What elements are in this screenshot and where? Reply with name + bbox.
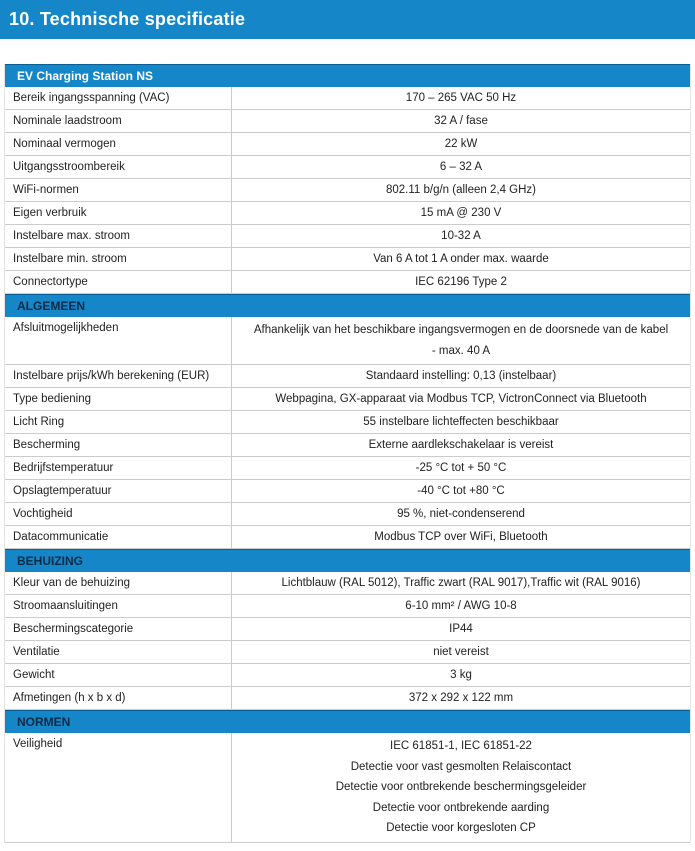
spec-value xyxy=(231,526,690,548)
spec-value-line: niet vereist xyxy=(433,646,489,658)
spec-value xyxy=(231,156,690,178)
spec-value-line: Webpagina, GX-apparaat via Modbus TCP, VictronConnect via Bluetooth xyxy=(275,393,647,405)
spec-value-line: Externe aardlekschakelaar is vereist xyxy=(368,439,554,451)
spec-label: Stroomaansluitingen xyxy=(13,600,118,612)
spec-row xyxy=(5,156,690,179)
spec-value-line: 10-32 A xyxy=(441,230,481,242)
spec-row xyxy=(5,457,690,480)
section-header-ev-charging-station-ns: EV Charging Station NS xyxy=(5,64,690,87)
spec-value xyxy=(231,664,690,686)
spec-value-line: 32 A / fase xyxy=(434,115,488,127)
spec-label: Afmetingen (h x b x d) xyxy=(13,692,126,704)
spec-value xyxy=(231,480,690,502)
spec-row xyxy=(5,388,690,411)
spec-label: Ventilatie xyxy=(13,646,60,658)
spec-value-line: Modbus TCP over WiFi, Bluetooth xyxy=(374,531,548,543)
spec-row xyxy=(5,434,690,457)
spec-value xyxy=(231,202,690,224)
spec-value-line: IEC 62196 Type 2 xyxy=(415,276,507,288)
spec-label: Type bediening xyxy=(13,393,92,405)
spec-value xyxy=(231,618,690,640)
spec-value xyxy=(231,179,690,201)
spec-row xyxy=(5,365,690,388)
spec-row xyxy=(5,248,690,271)
spec-row xyxy=(5,225,690,248)
spec-value xyxy=(231,388,690,410)
spec-label: Instelbare min. stroom xyxy=(13,253,127,265)
spec-value-line: 15 mA @ 230 V xyxy=(420,207,502,219)
spec-value-line: Afhankelijk van het beschikbare ingangsvermogen en de doorsnede van de kabel xyxy=(253,324,669,336)
spec-row xyxy=(5,271,690,294)
spec-value xyxy=(231,317,690,364)
spec-label: Instelbare max. stroom xyxy=(13,230,130,242)
spec-label: Bereik ingangsspanning (VAC) xyxy=(13,92,170,104)
spec-value-line: Detectie voor ontbrekende aarding xyxy=(372,801,550,814)
spec-label: Opslagtemperatuur xyxy=(13,485,112,497)
section-header-algemeen: ALGEMEEN xyxy=(5,294,690,317)
spec-value-line: Van 6 A tot 1 A onder max. waarde xyxy=(373,253,549,265)
spec-value-line: 3 kg xyxy=(450,669,472,681)
spec-value xyxy=(231,434,690,456)
spec-label: Bescherming xyxy=(13,439,81,451)
spec-row xyxy=(5,411,690,434)
spec-value-line: IEC 61851-1, IEC 61851-22 xyxy=(390,740,532,752)
spec-label: Instelbare prijs/kWh berekening (EUR) xyxy=(13,370,210,382)
spec-value xyxy=(231,248,690,270)
spec-value-line: 22 kW xyxy=(444,138,478,150)
spec-value-line: Detectie voor korgesloten CP xyxy=(386,822,536,834)
spec-label: Nominaal vermogen xyxy=(13,138,116,150)
page-title: 10. Technische specificatie xyxy=(9,9,246,29)
spec-label: WiFi-normen xyxy=(13,184,79,196)
spec-row xyxy=(5,595,690,618)
spec-value-line: 802.11 b/g/n (alleen 2,4 GHz) xyxy=(385,184,537,196)
spec-row xyxy=(5,110,690,133)
spec-value-line: -40 °C tot +80 °C xyxy=(417,485,505,497)
spec-value-line: -25 °C tot + 50 °C xyxy=(415,462,507,474)
spec-value xyxy=(231,503,690,525)
spec-row xyxy=(5,641,690,664)
spec-row xyxy=(5,202,690,225)
spec-row xyxy=(5,572,690,595)
spec-row xyxy=(5,526,690,549)
spec-row xyxy=(5,87,690,110)
section-header-behuizing: BEHUIZING xyxy=(5,549,690,572)
spec-row xyxy=(5,618,690,641)
page-title-bar xyxy=(0,0,695,39)
spec-value-line: 372 x 292 x 122 mm xyxy=(408,692,514,704)
spec-value xyxy=(231,595,690,617)
spec-label: Eigen verbruik xyxy=(13,207,87,219)
spec-row xyxy=(5,503,690,526)
spec-label: Bedrijfstemperatuur xyxy=(13,462,114,474)
spec-row xyxy=(5,179,690,202)
spec-label: Uitgangsstroombereik xyxy=(13,161,125,173)
spec-label: Beschermingscategorie xyxy=(13,623,134,635)
spec-table xyxy=(4,64,691,843)
spec-value-line: 55 instelbare lichteffecten beschikbaar xyxy=(363,416,559,428)
spec-label: Afsluitmogelijkheden xyxy=(13,322,119,334)
spec-row xyxy=(5,687,690,710)
spec-value xyxy=(231,365,690,387)
spec-value xyxy=(231,687,690,709)
spec-value xyxy=(231,225,690,247)
spec-row xyxy=(5,317,690,365)
spec-value-line: IP44 xyxy=(449,623,473,635)
spec-value-line: 6-10 mm² / AWG 10-8 xyxy=(405,600,517,612)
spec-row xyxy=(5,480,690,503)
spec-value xyxy=(231,87,690,109)
spec-value xyxy=(231,457,690,479)
spec-row xyxy=(5,133,690,156)
spec-value xyxy=(231,411,690,433)
spec-value-line: Detectie voor ontbrekende beschermingsgeleider xyxy=(335,781,587,793)
spec-value xyxy=(231,733,690,842)
spec-value-line: 95 %, niet-condenserend xyxy=(397,508,525,520)
spec-value xyxy=(231,133,690,155)
spec-value xyxy=(231,110,690,132)
spec-value-line: 6 – 32 A xyxy=(439,161,483,173)
spec-value-line: 170 – 265 VAC 50 Hz xyxy=(405,92,517,104)
spec-row xyxy=(5,733,690,843)
spec-value-line: Lichtblauw (RAL 5012), Traffic zwart (RAL 9017),Traffic wit (RAL 9016) xyxy=(281,577,641,589)
spec-value-line: - max. 40 A xyxy=(431,344,491,357)
spec-label: Datacommunicatie xyxy=(13,531,109,543)
spec-row xyxy=(5,664,690,687)
spec-label: Gewicht xyxy=(13,669,55,681)
spec-value xyxy=(231,572,690,594)
spec-label: Veiligheid xyxy=(13,738,63,750)
spec-value-line: Detectie voor vast gesmolten Relaiscontact xyxy=(350,760,572,773)
spec-value xyxy=(231,271,690,293)
spec-value-line: Standaard instelling: 0,13 (instelbaar) xyxy=(365,370,557,382)
spec-label: Kleur van de behuizing xyxy=(13,577,130,589)
section-header-normen: NORMEN xyxy=(5,710,690,733)
spec-label: Nominale laadstroom xyxy=(13,115,122,127)
spec-label: Connectortype xyxy=(13,276,88,288)
spec-label: Vochtigheid xyxy=(13,508,73,520)
spec-value xyxy=(231,641,690,663)
spec-label: Licht Ring xyxy=(13,416,65,428)
